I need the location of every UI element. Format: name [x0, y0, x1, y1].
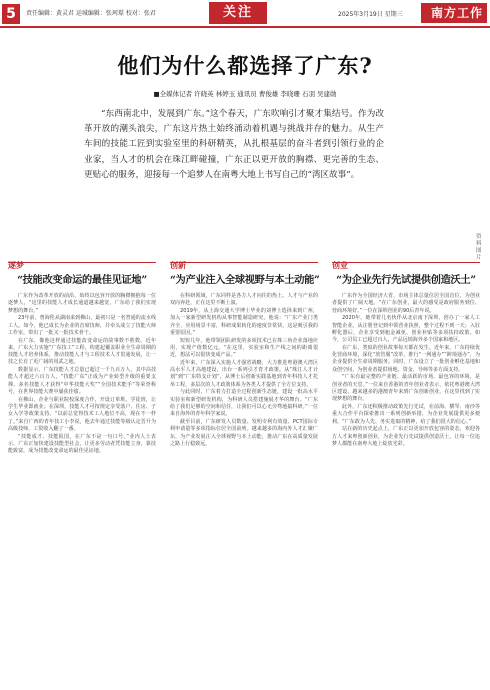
- column-subtitle: “为企业先行先试提供创造沃土”: [336, 274, 476, 286]
- photo-credit: 资料图片: [476, 234, 482, 261]
- paragraph: 此外，广东还积极推动政策先行先试，在前海、横琴、南沙等重大合作平台探索推出一系列创新举措，为企业发展提供更多便利。“广东敢为人先、务实进取的精神，给了我们很大的信心。”: [332, 404, 480, 425]
- paragraph: 在科研领域，广东同样是各方人才向往的热土。人才与产业的双向奔赴，正在这里不断上演。: [170, 293, 318, 307]
- article-headline: 他们为什么都选择了广东?: [117, 53, 373, 78]
- column-tag: 创新: [170, 261, 186, 270]
- paragraph: 截至目前，广东研发人员数量、发明专利有效量、PCT国际专利申请量等多项指标位居全国前列。越来越多的海内外人才汇聚广东，为产业发展注入全球视野与本土动能，推动广东在高质量发展之路上行稳致远。: [170, 419, 318, 447]
- column-body: [8, 293, 156, 455]
- column-subtitle: “为产业注入全球视野与本土动能”: [170, 274, 320, 286]
- newspaper-brand: 南方工作: [421, 3, 487, 23]
- column-chuangxin: [170, 253, 318, 449]
- paragraph: 短短几年，他带领团队研发的多项技术已在珠三角企业落地应用，实现产值数亿元。“在这里，实验室和生产线之间的距离很近，想法可以很快变成产品。”: [170, 337, 318, 359]
- section-label: 关注: [209, 2, 267, 24]
- column-tag: 逐梦: [8, 261, 24, 270]
- column-tag: 创业: [332, 261, 348, 270]
- article-byline: ■全媒体记者 许晓英 林婷玉 通讯员 曹俊雄 李晓珊 石羽 吴建勋: [153, 90, 337, 98]
- column-body: [170, 293, 318, 448]
- paragraph: 数据显示，广东技能人才总量已超过一千九百万人，其中高技能人才超过六百万人，“技能广东”正成为产业转型升级的重要支撑。多名技能人才获得“中华技能大奖”“全国技术能手”等荣誉称号，在世界技能大赛中屡获佳绩。: [8, 367, 156, 396]
- paragraph: “广东有最完整的产业链、最活跃的市场、最包容的环境，是创业者的天堂。”一位来自香港的青年创业者表示，依托粤港澳大湾区建设，越来越多的港澳青年来到广东创新创业，在这里找到了实现梦想的舞台。: [332, 374, 480, 403]
- page-number: 5: [2, 4, 20, 24]
- paragraph: 在广东，像他这样通过技能改变命运的故事数不胜数。近年来，广东大力实施“广东技工”工程，构建起覆盖职业全生命周期的技能人才培养体系，推动技能人才与工程技术人才贯通发展，让一技之长有了更广阔的用武之地。: [8, 337, 156, 366]
- editor-credits: 责任编辑：黄灵君 运城编辑：张珂璟 校对：张君: [26, 10, 156, 17]
- issue-date: 2025年3月19日 星期三: [338, 11, 403, 18]
- column-chuangye: [332, 253, 480, 449]
- paragraph: 与此同时，广东着力打造全过程创新生态链，建设一批高水平实验室和新型研发机构，为科研人员搭建施展才华的舞台。“广东给了我们足够的空间和信任，让我们可以心无旁骛地搞科研。”一位来自海外的青年科学家说。: [170, 389, 318, 418]
- paragraph: 广东作为全国经济大省，市场主体总量位居全国首位，为创业者提供了广阔天地。“在广东创业，最大的感受是政府服务到位、营商环境好。”一位在深圳创业的90后青年说。: [332, 293, 480, 314]
- column-tag-row: [170, 253, 318, 270]
- paragraph: 近年来，广东深入实施人才强省战略，大力推进粤港澳大湾区高水平人才高地建设，出台一系列引才育才政策。从“珠江人才计划”到“广东特支计划”，从博士后创新实践基地到青年科技人才托举工程，多层次的人才政策体系为各类人才提供了全方位支持。: [170, 359, 318, 388]
- paragraph: 2019年，从上海交通大学博士毕业的刘博士选择来到广州，加入一家新型研发机构从事智能制造研究。他说：“广东产业门类齐全，应用场景丰富，科研成果转化的速度非常快，这是吸引我的重要原因。”: [170, 307, 318, 336]
- paragraph: 在广东，类似的创业故事每天都在发生。近年来，广东持续优化营商环境，深化“放管服”改革，推行“一网通办”“跨境通办”，为企业提供全生命周期服务。同时，广东设立了一批创业孵化基地和众创空间，为创业者提供场地、资金、导师等多方面支持。: [332, 344, 480, 373]
- paragraph: 2020年，她带着几名伙伴从北京南下深圳，创办了一家人工智能企业。从注册登记到申领营业执照，整个过程不到一天；入驻孵化器后，企业享受到租金减免、创业补贴等多项扶持政策。如今，公司员工已超过百人，产品远销海外多个国家和地区。: [332, 315, 480, 344]
- paragraph: 站在新的历史起点上，广东正以更加开放包容的姿态，欢迎各方人才来粤创新创业，为企业先行先试提供创造沃土，让每一位追梦人都能在南粤大地上绽放光彩。: [332, 426, 480, 447]
- header-rule: [0, 26, 490, 28]
- column-subtitle: “技能改变命运的最佳见证地”: [17, 274, 147, 286]
- paragraph: 广东作为改革开放的前沿，始终以包容开放的胸襟拥抱每一位逐梦人，“这里的技能人才成长通道越来越宽，广东给了我们实现梦想的舞台。”: [8, 293, 156, 314]
- column-tag-row: [8, 253, 156, 270]
- column-zhumeng: [8, 253, 156, 456]
- article-lead: “东西南北中，发展到广东。”这个春天，广东吹响引才聚才集结号。作为改革开放的潮头浪尖，广东这片热土始终涌动着机遇与挑战并存的魅力。从生产车间的技能工匠到实验室里的科研精英，从扎根基层的奋斗者到引领行业的企业家，当人才的机会在珠江畔碰撞，广东正以更开放的胸襟、更完善的生态、更贴心的服务，迎接每一个追梦人在南粤大地上书写自己的“湾区故事”。: [84, 109, 384, 180]
- paragraph: 在佛山，企业与职业院校深度合作，开设订单班、学徒班，让学生毕业即就业；在深圳，技能人才可按规定享受落户、住房、子女入学等政策支持。“以前总觉得技术工人地位不高，现在不一样了。”来自广西的青年技工小李说，他去年通过技能等级认定晋升为高级技师，工资收入翻了一番。: [8, 396, 156, 432]
- column-tag-row: [332, 253, 480, 270]
- paragraph: 23年前，曾海伦从湖南来到佛山，最初只是一名普通的流水线工人。如今，他已成长为企业的首席技师，并牵头成立了技能大师工作室，带出了一批又一批技术骨干。: [8, 315, 156, 336]
- column-body: [332, 293, 480, 448]
- paragraph: “技能成才、技能报国，在广东不是一句口号。”业内人士表示，广东正加快建设技能型社会，让更多劳动者凭技能立身、靠技能致富，成为技能改变命运的最佳见证地。: [8, 433, 156, 455]
